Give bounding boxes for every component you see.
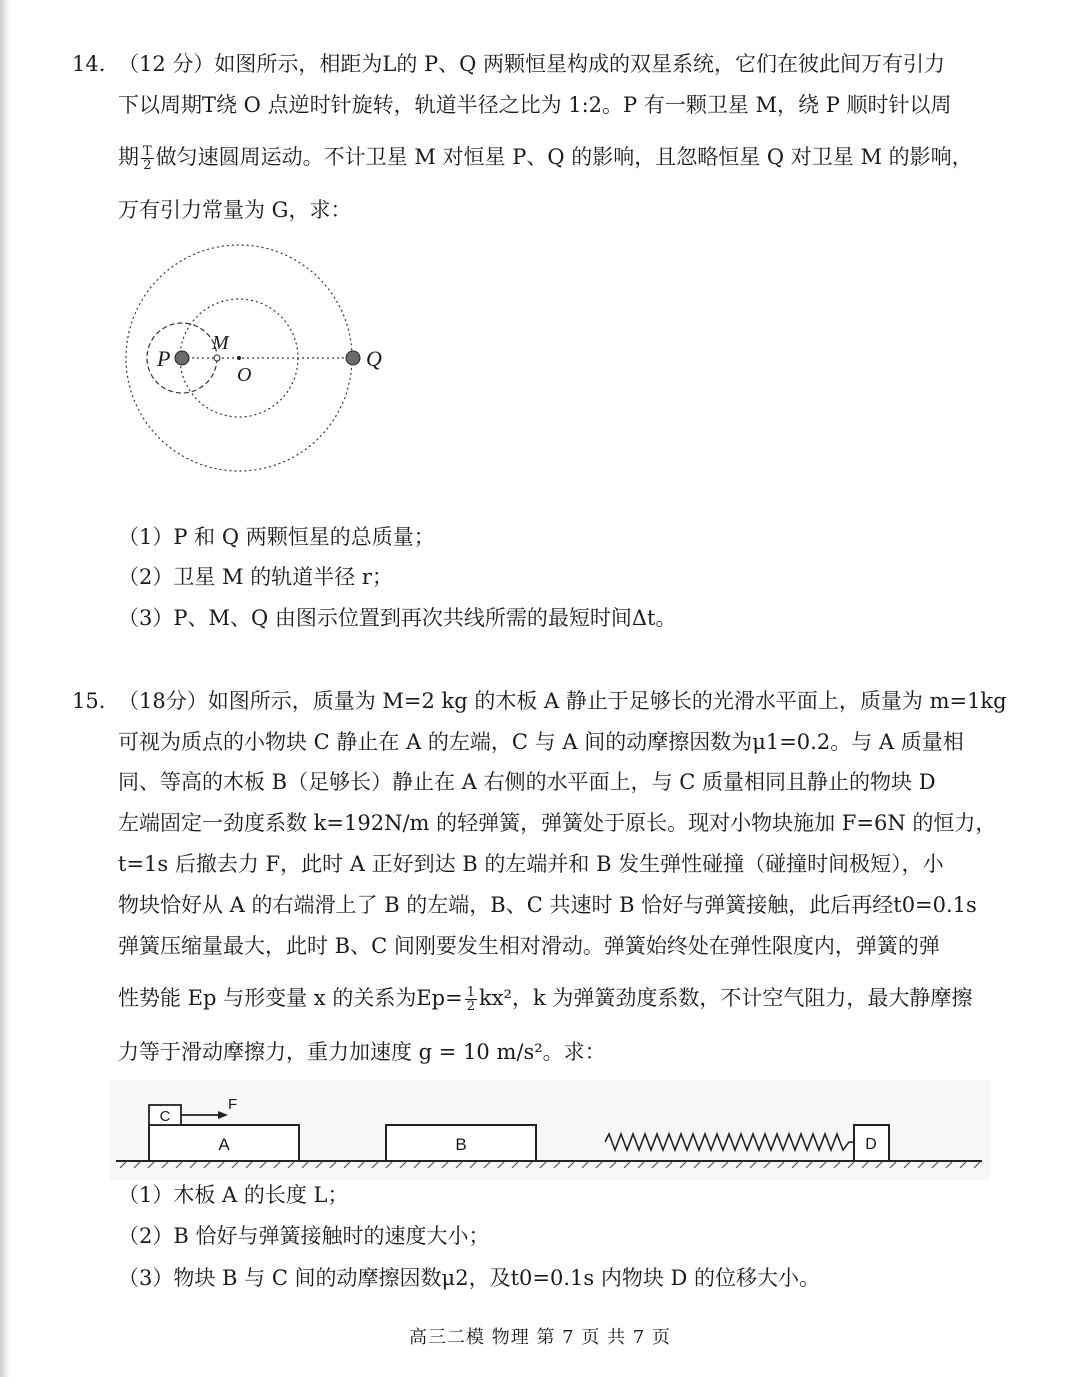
frac-denominator: 2 — [466, 999, 475, 1014]
q15-line-8-suffix: kx²，k 为弹簧劲度系数，不计空气阻力，最大静摩擦 — [478, 986, 973, 1010]
q15-line-8-prefix: 性势能 Ep 与形变量 x 的关系为Ep= — [118, 986, 463, 1010]
satellite-m — [214, 355, 220, 361]
q14-period-fraction — [141, 145, 154, 172]
label-c: C — [159, 1108, 171, 1125]
q15-number: 15. — [72, 689, 106, 713]
label-b: B — [455, 1135, 467, 1154]
label-p: P — [157, 346, 171, 371]
page-footer: 高三二模 物理 第 7 页 共 7 页 — [409, 1327, 671, 1348]
q15-line-1: （18分）如图所示，质量为 M=2 kg 的木板 A 静止于足够长的光滑水平面上，质量为 m=1kg — [118, 689, 1007, 713]
q15-sub-3: （3）物块 B 与 C 间的动摩擦因数μ2，及t0=0.1s 内物块 D 的位移大小。 — [118, 1266, 821, 1290]
q14-line-3-suffix: 做匀速圆周运动。不计卫星 M 对恒星 P、Q 的影响，且忽略恒星 Q 对卫星 M 的影响， — [155, 145, 973, 169]
q15-line-5: t=1s 后撤去力 F，此时 A 正好到达 B 的左端并和 B 发生弹性碰撞（碰撞时间极短），小 — [118, 852, 944, 876]
q14-sub-3: （3）P、M、Q 由图示位置到再次共线所需的最短时间Δt。 — [118, 606, 677, 630]
scan-edge — [0, 0, 10, 1377]
frac-numerator: 1 — [466, 985, 475, 1000]
q15-line-3: 同、等高的木板 B（足够长）静止在 A 右侧的水平面上，与 C 质量相同且静止的物块 D — [118, 770, 936, 794]
q15-line-8 — [118, 984, 972, 1013]
q15-half-fraction — [465, 986, 477, 1013]
q15-line-2: 可视为质点的小物块 C 静止在 A 的左端，C 与 A 间的动摩擦因数为μ1=0.2。与 A 质量相 — [118, 730, 964, 754]
center-o — [237, 356, 241, 360]
q14-orbit-diagram — [110, 232, 410, 492]
q14-line-4: 万有引力常量为 G，求： — [118, 198, 352, 222]
q15-block-diagram — [110, 1080, 990, 1180]
q14-number: 14. — [72, 52, 106, 76]
label-f: F — [228, 1096, 238, 1113]
q14-sub-1: （1）P 和 Q 两颗恒星的总质量； — [118, 525, 435, 549]
label-a: A — [218, 1135, 230, 1154]
q15-sub-1: （1）木板 A 的长度 L； — [118, 1183, 349, 1207]
q14-line-2: 下以周期T绕 O 点逆时针旋转，轨道半径之比为 1:2。P 有一颗卫星 M，绕 P 顺时针以周 — [118, 93, 952, 117]
q14-line-3-prefix: 期 — [118, 145, 139, 169]
q15-line-9: 力等于滑动摩擦力，重力加速度 g = 10 m/s²。求： — [118, 1040, 606, 1064]
label-m: M — [212, 332, 229, 354]
q14-line-3 — [118, 143, 973, 172]
q15-line-6: 物块恰好从 A 的右端滑上了 B 的左端，B、C 共速时 B 恰好与弹簧接触，此后再经t0=0.1s — [118, 893, 977, 917]
frac-denominator: 2 — [143, 158, 152, 173]
star-q — [346, 351, 360, 365]
q14-sub-2: （2）卫星 M 的轨道半径 r； — [118, 565, 393, 589]
q15-sub-2: （2）B 恰好与弹簧接触时的速度大小； — [118, 1224, 490, 1248]
label-o: O — [237, 364, 252, 386]
frac-numerator: T — [143, 144, 152, 159]
q14-line-1: （12 分）如图所示，相距为L的 P、Q 两颗恒星构成的双星系统，它们在彼此间万有引力 — [118, 52, 946, 76]
star-p — [175, 351, 189, 365]
q15-line-7: 弹簧压缩量最大，此时 B、C 间刚要发生相对滑动。弹簧始终处在弹性限度内，弹簧的弹 — [118, 934, 940, 958]
q15-line-4: 左端固定一劲度系数 k=192N/m 的轻弹簧，弹簧处于原长。现对小物块施加 F=6N 的恒力， — [118, 811, 997, 835]
label-q: Q — [366, 346, 382, 371]
label-d: D — [865, 1136, 877, 1153]
